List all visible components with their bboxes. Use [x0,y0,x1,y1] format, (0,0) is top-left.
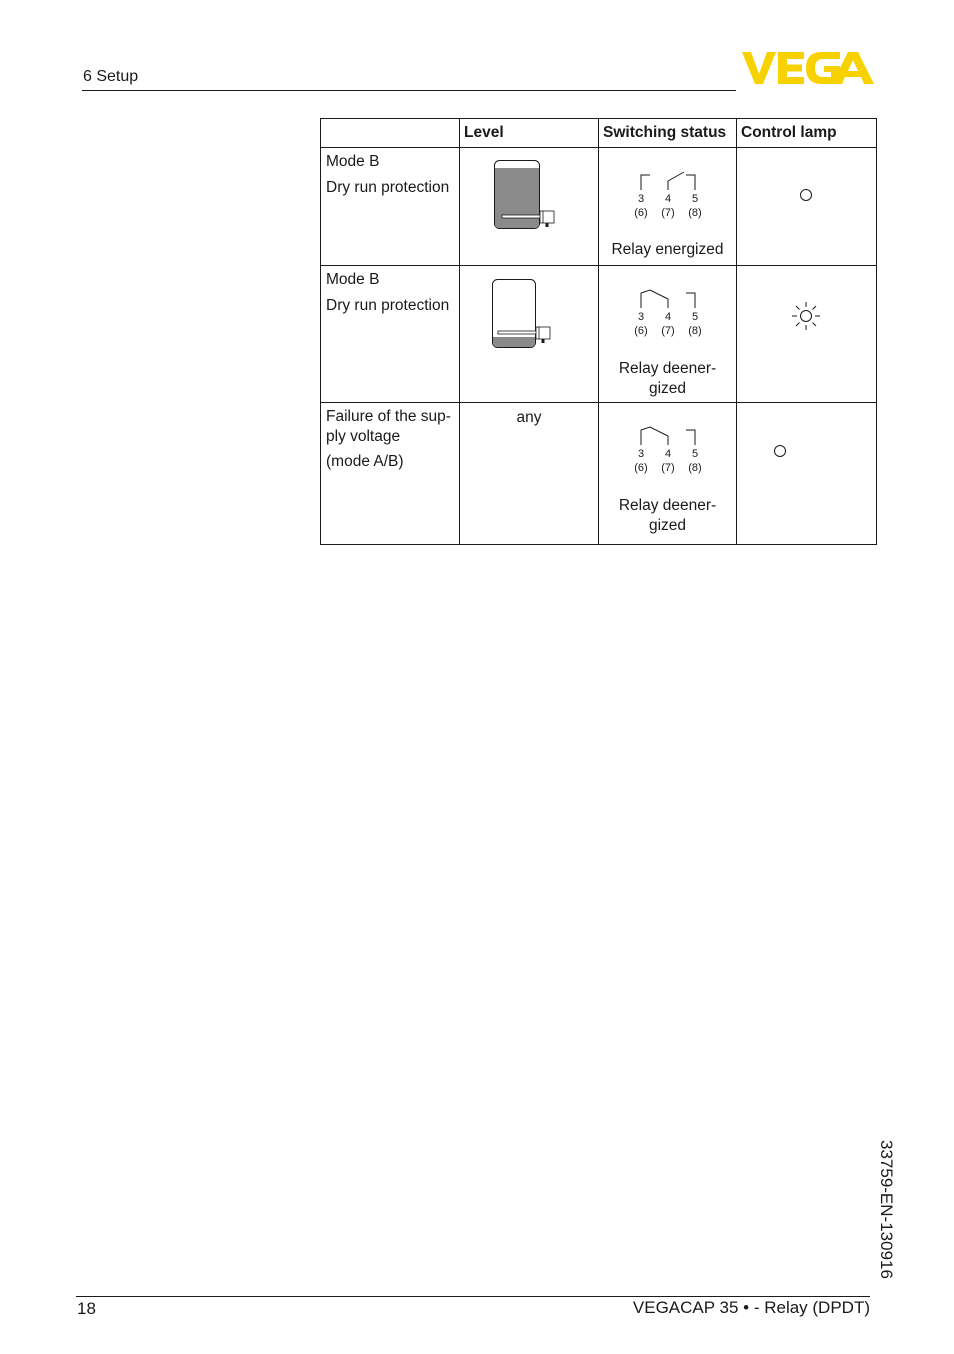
terminal-alt-label: (8) [688,207,702,219]
relay-state-text [599,496,736,535]
relay-deenergized-icon [629,286,709,338]
terminal-alt-label: (6) [634,325,648,337]
mode-description: (mode A/B) [326,453,404,470]
mode-label: ply voltage [326,427,401,445]
terminal-alt-label: (7) [661,325,675,337]
switching-status-cell [599,403,737,545]
relay-state-text [599,359,736,398]
mode-label: Failure of the sup- [326,408,451,425]
terminal-label: 5 [691,193,699,205]
table-row [321,148,877,266]
column-header-switching-status: Switching status [599,119,737,148]
control-lamp-cell [737,148,877,266]
terminal-alt-label: (6) [634,462,648,474]
terminal-alt-label: (8) [688,325,702,337]
relay-state-line: gized [648,516,687,534]
terminal-label: 5 [691,448,699,460]
terminal-label: 4 [664,193,672,205]
mode-cell [321,148,460,266]
lamp-on-icon [790,300,822,332]
relay-state-line: Relay deener- [618,360,717,377]
table-row [321,266,877,403]
column-header-level: Level [460,119,599,148]
vega-logo [742,52,874,84]
page-number: 18 [77,1299,96,1318]
terminal-alt-label: (7) [661,207,675,219]
control-lamp-cell [737,403,877,545]
tank-low-icon [488,277,554,349]
switching-status-table [320,118,877,545]
document-id: 33759-EN-130916 [877,1140,896,1279]
mode-description: Dry run protection [326,296,450,314]
lamp-off-icon [798,187,814,203]
level-cell [460,148,599,266]
terminal-alt-label: (7) [661,462,675,474]
relay-state-line: gized [648,379,687,397]
column-header-control-lamp: Control lamp [737,119,877,148]
mode-cell [321,266,460,403]
control-lamp-cell [737,266,877,403]
relay-energized-icon [629,168,709,220]
footer-divider [76,1296,870,1297]
header-divider [82,90,736,91]
terminal-label: 3 [637,193,645,205]
relay-state-text: Relay energized [611,241,724,258]
section-title: 6 Setup [83,68,139,85]
mode-description: Dry run protection [326,178,450,196]
terminal-alt-label: (6) [634,207,648,219]
terminal-label: 5 [691,311,699,323]
terminal-alt-label: (8) [688,462,702,474]
switching-status-cell [599,148,737,266]
footer-product-title: VEGACAP 35 • - Relay (DPDT) [632,1298,870,1317]
relay-state-line: Relay deener- [618,497,717,514]
relay-deenergized-icon [629,423,709,475]
table-row [321,403,877,545]
terminal-label: 4 [664,311,672,323]
table-header-row [321,119,877,148]
terminal-label: 4 [664,448,672,460]
terminal-label: 3 [637,311,645,323]
mode-label: Mode B [326,153,380,170]
lamp-off-icon [772,443,788,459]
mode-label: Mode B [326,271,380,288]
mode-cell [321,403,460,545]
level-cell [460,403,599,545]
level-any-text: any [516,409,542,426]
switching-status-cell [599,266,737,403]
tank-full-icon [490,158,556,230]
column-header-mode [321,119,460,148]
terminal-label: 3 [637,448,645,460]
level-cell [460,266,599,403]
